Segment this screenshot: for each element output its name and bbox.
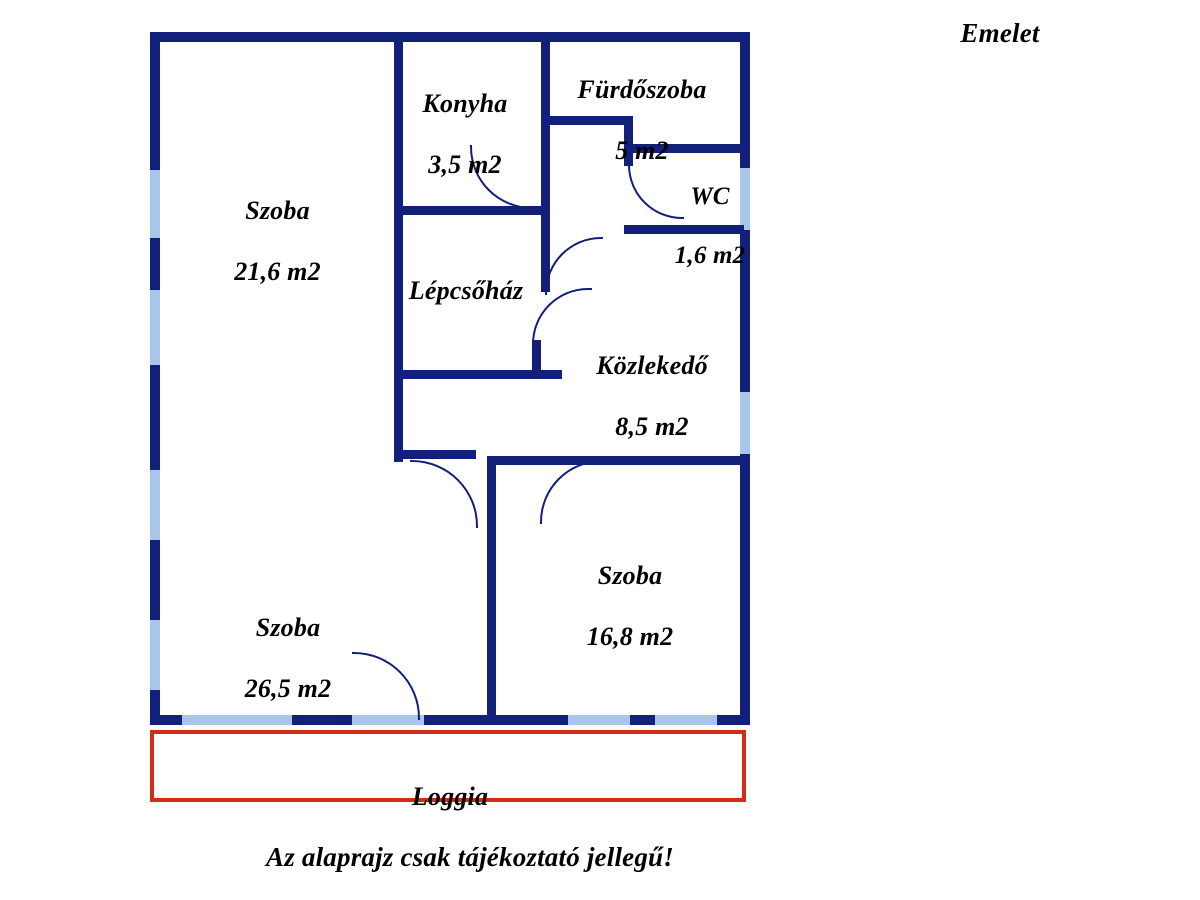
loggia-wall-top [150,730,746,734]
room-name: Konyha [422,88,508,118]
window-left-1 [150,170,160,238]
room-label-szoba-26-5 [188,582,388,705]
room-area: 26,5 m2 [244,674,332,704]
door-room-bottom-right [540,460,604,524]
room-name: WC [690,182,730,210]
interior-wall-vertical-bottom [487,456,496,720]
room-label-loggia [350,751,550,812]
room-label-szoba-21-6 [170,165,385,288]
window-left-2 [150,290,160,365]
exterior-wall-top [150,32,750,42]
room-area: 16,8 m2 [586,622,674,652]
room-area: 8,5 m2 [615,412,689,442]
room-label-kozlekedo [568,320,736,443]
room-label-konyha [385,58,545,181]
room-label-furdoszoba [548,44,736,167]
room-name: Szoba [255,612,321,642]
loggia-wall-right [742,730,746,802]
room-area: 5 m2 [615,136,669,166]
interior-wall-corridor-bottom-right [600,456,748,465]
room-label-wc [645,152,775,270]
room-name: Szoba [597,560,663,590]
room-name: Közlekedő [596,350,708,380]
window-left-3 [150,470,160,540]
room-name: Lépcsőház [408,275,524,305]
room-name: Loggia [411,781,489,811]
window-bottom-4 [655,715,717,725]
room-area: 3,5 m2 [428,150,502,180]
window-bottom-3 [568,715,630,725]
window-right-2 [740,392,750,454]
room-label-szoba-16-8 [535,530,725,653]
room-name: Fürdőszoba [577,74,707,104]
page-title: Emelet [960,18,1040,48]
room-name: Szoba [245,195,310,225]
exterior-wall-right [740,32,750,725]
window-left-4 [150,620,160,690]
footer-note: Az alaprajz csak tájékoztató jellegű! [266,842,674,872]
interior-wall-corridor-bottom-left [394,450,476,459]
loggia-wall-left [150,730,154,802]
window-bottom-1 [182,715,292,725]
room-label-lepcsohaz [378,245,554,306]
room-area: 1,6 m2 [674,241,746,269]
door-room-bottom-left [410,460,478,528]
room-area: 21,6 m2 [234,257,321,287]
